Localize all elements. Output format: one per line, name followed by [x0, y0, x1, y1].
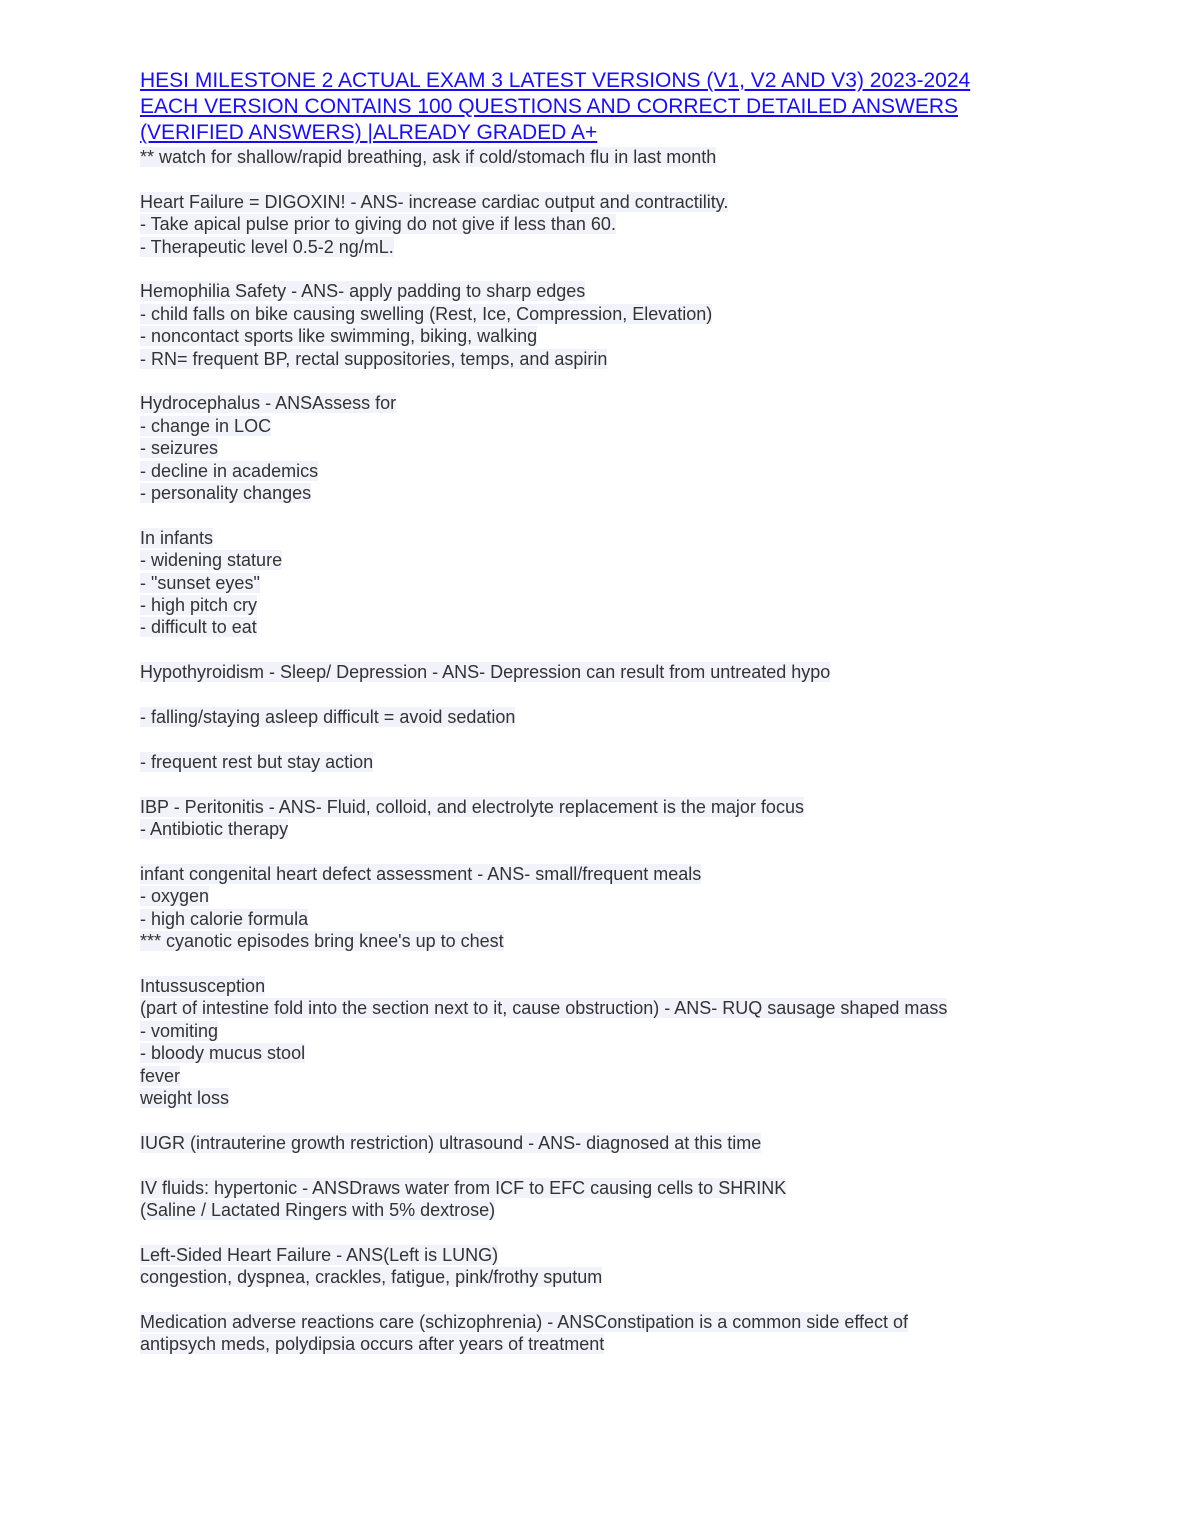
text-line-content: Heart Failure = DIGOXIN! - ANS- increase cardiac output and contractility.: [140, 191, 729, 212]
text-line: [140, 1311, 1140, 1333]
text-line: [140, 908, 1140, 930]
text-line: [140, 572, 1140, 594]
blank-line: [140, 840, 1140, 862]
blank-line: [140, 639, 1140, 661]
blank-line: [140, 684, 1140, 706]
text-line-content: - falling/staying asleep difficult = avoid sedation: [140, 707, 516, 728]
blank-line: [140, 1109, 1140, 1131]
text-line-content: *** cyanotic episodes bring knee's up to chest: [140, 931, 504, 952]
text-line: [140, 236, 1140, 258]
text-line-content: - personality changes: [140, 483, 312, 504]
text-line: [140, 930, 1140, 952]
text-line-content: (part of intestine fold into the section next to it, cause obstruction) - ANS- RUQ sausage shaped mass: [140, 998, 948, 1019]
document-body: [140, 146, 1140, 1356]
text-line-content: - difficult to eat: [140, 617, 257, 638]
text-line-content: Intussusception: [140, 975, 266, 996]
text-line: [140, 1244, 1140, 1266]
text-line: [140, 661, 1140, 683]
document-title-link[interactable]: [140, 68, 1140, 146]
text-line: [140, 1087, 1140, 1109]
blank-line: [140, 728, 1140, 750]
text-line: [140, 863, 1140, 885]
title-line: (VERIFIED ANSWERS) |ALREADY GRADED A+: [140, 121, 598, 144]
blank-line: [140, 168, 1140, 190]
text-line: [140, 1177, 1140, 1199]
text-line-content: - vomiting: [140, 1020, 219, 1041]
text-line: [140, 213, 1140, 235]
text-line: [140, 975, 1140, 997]
title-line: EACH VERSION CONTAINS 100 QUESTIONS AND CORRECT DETAILED ANSWERS: [140, 95, 958, 118]
text-line-content: - high calorie formula: [140, 908, 309, 929]
text-line: [140, 706, 1140, 728]
text-line-content: - noncontact sports like swimming, biking, walking: [140, 326, 538, 347]
text-line-content: IUGR (intrauterine growth restriction) ultrasound - ANS- diagnosed at this time: [140, 1132, 762, 1153]
text-line: [140, 348, 1140, 370]
document-page: [140, 68, 1140, 1356]
text-line: [140, 325, 1140, 347]
text-line: [140, 146, 1140, 168]
text-line-content: - child falls on bike causing swelling (Rest, Ice, Compression, Elevation): [140, 303, 713, 324]
text-line-content: - "sunset eyes": [140, 572, 260, 593]
text-line-content: - frequent rest but stay action: [140, 751, 374, 772]
text-line: [140, 280, 1140, 302]
blank-line: [140, 370, 1140, 392]
text-line-content: - widening stature: [140, 550, 283, 571]
text-line: [140, 997, 1140, 1019]
blank-line: [140, 773, 1140, 795]
text-line: [140, 303, 1140, 325]
text-line-content: (Saline / Lactated Ringers with 5% dextrose): [140, 1199, 496, 1220]
text-line-content: - high pitch cry: [140, 595, 258, 616]
text-line: [140, 1266, 1140, 1288]
text-line-content: - oxygen: [140, 886, 210, 907]
blank-line: [140, 1154, 1140, 1176]
text-line: [140, 1132, 1140, 1154]
text-line-content: infant congenital heart defect assessment - ANS- small/frequent meals: [140, 863, 702, 884]
text-line-content: - RN= frequent BP, rectal suppositories, temps, and aspirin: [140, 348, 608, 369]
text-line-content: - change in LOC: [140, 415, 272, 436]
text-line: [140, 460, 1140, 482]
text-line-content: In infants: [140, 527, 214, 548]
text-line: [140, 818, 1140, 840]
text-line-content: Medication adverse reactions care (schizophrenia) - ANSConstipation is a common side effect of: [140, 1311, 909, 1332]
blank-line: [140, 258, 1140, 280]
text-line: [140, 1042, 1140, 1064]
text-line: [140, 1199, 1140, 1221]
text-line-content: - Therapeutic level 0.5-2 ng/mL.: [140, 236, 394, 257]
title-line: HESI MILESTONE 2 ACTUAL EXAM 3 LATEST VERSIONS (V1, V2 AND V3) 2023-2024: [140, 69, 971, 92]
text-line-content: antipsych meds, polydipsia occurs after years of treatment: [140, 1334, 605, 1355]
text-line-content: - decline in academics: [140, 460, 319, 481]
text-line-content: Hypothyroidism - Sleep/ Depression - ANS- Depression can result from untreated hypo: [140, 662, 831, 683]
text-line-content: - seizures: [140, 438, 219, 459]
blank-line: [140, 1221, 1140, 1243]
text-line: [140, 527, 1140, 549]
text-line-content: - Take apical pulse prior to giving do not give if less than 60.: [140, 214, 616, 235]
text-line: [140, 1020, 1140, 1042]
text-line: [140, 392, 1140, 414]
text-line-content: weight loss: [140, 1087, 230, 1108]
text-line-content: Left-Sided Heart Failure - ANS(Left is LUNG): [140, 1244, 499, 1265]
text-line-content: - bloody mucus stool: [140, 1043, 306, 1064]
text-line: [140, 1065, 1140, 1087]
text-line-content: Hydrocephalus - ANSAssess for: [140, 393, 397, 414]
text-line-content: IBP - Peritonitis - ANS- Fluid, colloid, and electrolyte replacement is the major focus: [140, 796, 804, 817]
blank-line: [140, 952, 1140, 974]
text-line: [140, 415, 1140, 437]
text-line: [140, 1333, 1140, 1355]
text-line: [140, 191, 1140, 213]
text-line: [140, 751, 1140, 773]
text-line-content: Hemophilia Safety - ANS- apply padding to sharp edges: [140, 281, 586, 302]
text-line: [140, 885, 1140, 907]
text-line: [140, 482, 1140, 504]
text-line-content: - Antibiotic therapy: [140, 819, 289, 840]
text-line: [140, 594, 1140, 616]
blank-line: [140, 1289, 1140, 1311]
blank-line: [140, 504, 1140, 526]
text-line-content: ** watch for shallow/rapid breathing, ask if cold/stomach flu in last month: [140, 147, 717, 167]
text-line: [140, 616, 1140, 638]
text-line: [140, 796, 1140, 818]
text-line-content: IV fluids: hypertonic - ANSDraws water from ICF to EFC causing cells to SHRINK: [140, 1177, 787, 1198]
text-line-content: congestion, dyspnea, crackles, fatigue, pink/frothy sputum: [140, 1267, 603, 1288]
text-line-content: fever: [140, 1065, 181, 1086]
text-line: [140, 437, 1140, 459]
text-line: [140, 549, 1140, 571]
